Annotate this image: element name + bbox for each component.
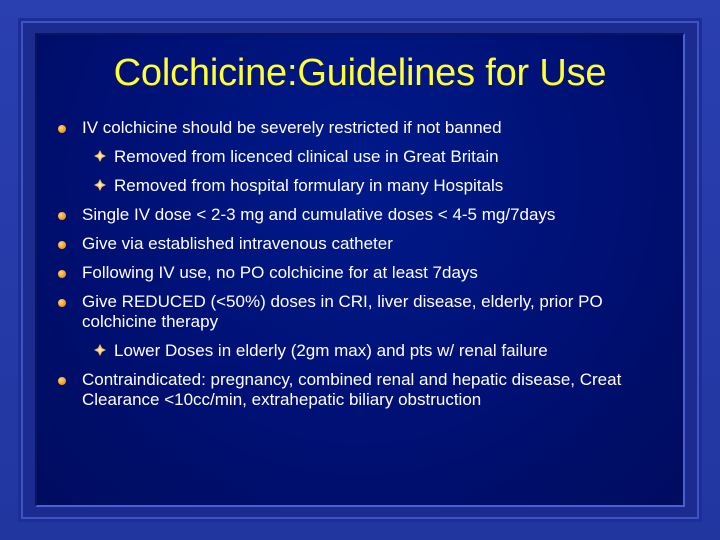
bullet-text: Single IV dose < 2-3 mg and cumulative doses < 4-5 mg/7days [82, 205, 556, 224]
bullet-text: IV colchicine should be severely restricted if not banned [82, 118, 502, 137]
bullet-text: Give REDUCED (<50%) doses in CRI, liver disease, elderly, prior PO colchicine therapy [82, 292, 603, 331]
bullet-list [58, 118, 678, 419]
sub-bullet-item [58, 176, 678, 196]
orange-circle-bullet-icon [58, 125, 66, 133]
bullet-text: Give via established intravenous catheter [82, 234, 393, 253]
orange-circle-bullet-icon [58, 377, 66, 385]
sub-bullet-text: Lower Doses in elderly (2gm max) and pts w/ renal failure [114, 341, 548, 360]
orange-circle-bullet-icon [58, 212, 66, 220]
diamond-bullet-icon [94, 150, 106, 162]
sub-bullet-text: Removed from hospital formulary in many Hospitals [114, 176, 504, 195]
bullet-item [58, 370, 678, 410]
orange-circle-bullet-icon [58, 241, 66, 249]
sub-bullet-text: Removed from licenced clinical use in Great Britain [114, 147, 499, 166]
sub-bullet-item [58, 147, 678, 167]
bullet-item [58, 263, 678, 283]
bullet-text: Contraindicated: pregnancy, combined renal and hepatic disease, Creat Clearance <10cc/min, extrahepatic biliary obstruction [82, 370, 622, 409]
diamond-bullet-icon [94, 344, 106, 356]
orange-circle-bullet-icon [58, 299, 66, 307]
diamond-bullet-icon [94, 179, 106, 191]
slide-title: Colchicine:Guidelines for Use [113, 52, 607, 94]
bullet-item [58, 292, 678, 332]
bullet-text: Following IV use, no PO colchicine for at least 7days [82, 263, 478, 282]
bullet-item [58, 234, 678, 254]
bullet-item [58, 118, 678, 138]
bullet-item [58, 205, 678, 225]
orange-circle-bullet-icon [58, 270, 66, 278]
sub-bullet-item [58, 341, 678, 361]
